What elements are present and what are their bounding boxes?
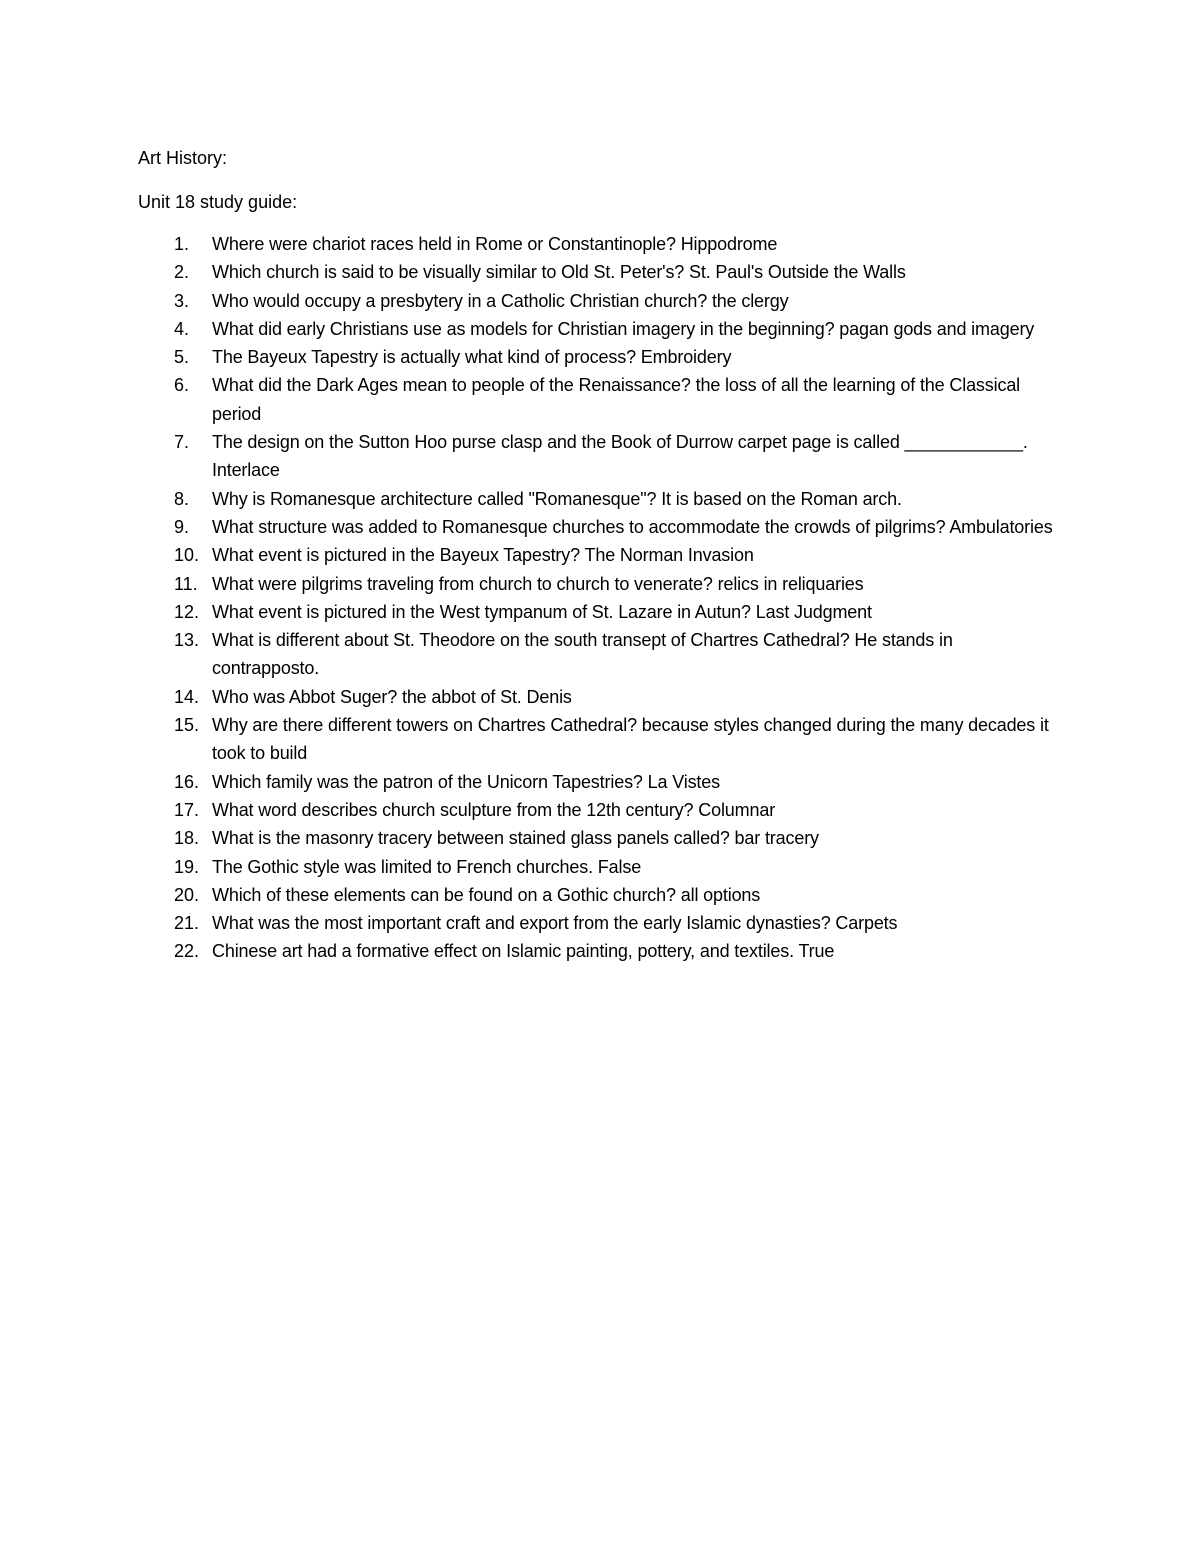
list-item-text: What word describes church sculpture from the 12th century? Columnar [212, 799, 776, 820]
list-item-text: What is different about St. Theodore on the south transept of Chartres Cathedral? He stands in contrapposto. [212, 630, 953, 679]
list-item-number: 20. [174, 884, 200, 905]
list-item-number: 12. [174, 601, 200, 622]
list-item-number: 15. [174, 715, 200, 736]
list-item-text: Who would occupy a presbytery in a Catholic Christian church? the clergy [212, 290, 789, 311]
list-item-text: What was the most important craft and export from the early Islamic dynasties? Carpets [212, 913, 898, 934]
list-item-text: Why is Romanesque architecture called "Romanesque"? It is based on the Roman arch. [212, 488, 902, 509]
list-item-number: 6. [174, 375, 190, 396]
list-item-number: 10. [174, 545, 200, 566]
list-item-text: Why are there different towers on Chartres Cathedral? because styles changed during the many decades it took to build [212, 715, 1049, 764]
list-item-number: 3. [174, 290, 190, 311]
list-item [0, 768, 1200, 796]
list-item [0, 541, 1200, 569]
list-item-number: 17. [174, 799, 200, 820]
list-item [0, 824, 1200, 852]
list-item-number: 2. [174, 262, 190, 283]
list-item-text: Where were chariot races held in Rome or Constantinople? Hippodrome [212, 234, 778, 254]
list-item-number: 4. [174, 318, 190, 339]
list-item [0, 343, 1200, 371]
list-item-text: What event is pictured in the Bayeux Tapestry? The Norman Invasion [212, 545, 754, 566]
list-item-number: 5. [174, 347, 190, 368]
list-item [0, 909, 1200, 937]
list-item-number: 16. [174, 771, 200, 792]
list-item [0, 937, 1200, 965]
list-item-text: What did early Christians use as models for Christian imagery in the beginning? pagan gods and imagery [212, 318, 1035, 339]
list-item [0, 258, 1200, 286]
list-item-text: What event is pictured in the West tympanum of St. Lazare in Autun? Last Judgment [212, 601, 872, 622]
list-item-text: Which church is said to be visually similar to Old St. Peter's? St. Paul's Outside the Walls [212, 262, 906, 283]
list-item [0, 626, 1200, 683]
list-item-text: What is the masonry tracery between stained glass panels called? bar tracery [212, 828, 819, 849]
list-item-text: The Bayeux Tapestry is actually what kind of process? Embroidery [212, 347, 732, 368]
list-item-text: What were pilgrims traveling from church to church to venerate? relics in reliquaries [212, 573, 864, 594]
list-item [0, 315, 1200, 343]
list-item [0, 796, 1200, 824]
list-item-text: The design on the Sutton Hoo purse clasp and the Book of Durrow carpet page is called ____________. Interlace [212, 432, 1028, 481]
list-item [0, 683, 1200, 711]
list-item [0, 513, 1200, 541]
list-item-text: What did the Dark Ages mean to people of the Renaissance? the loss of all the learning of the Classical period [212, 375, 1021, 424]
list-item-number: 7. [174, 432, 190, 453]
list-item-text: Chinese art had a formative effect on Islamic painting, pottery, and textiles. True [212, 941, 835, 962]
list-item-number: 18. [174, 828, 200, 849]
list-item-number: 11. [174, 573, 198, 594]
list-item [0, 428, 1200, 485]
list-item-text: Who was Abbot Suger? the abbot of St. Denis [212, 686, 572, 707]
list-item-text: What structure was added to Romanesque churches to accommodate the crowds of pilgrims? Ambulatories [212, 516, 1053, 537]
list-item-number: 1. [174, 234, 190, 254]
list-item-number: 19. [174, 856, 200, 877]
list-item [0, 711, 1200, 768]
list-item [0, 570, 1200, 598]
list-item [0, 371, 1200, 428]
list-item [0, 853, 1200, 881]
list-item-text: Which of these elements can be found on a Gothic church? all options [212, 884, 761, 905]
list-item-number: 21. [174, 913, 200, 934]
list-item [0, 485, 1200, 513]
list-item-number: 22. [174, 941, 200, 962]
list-item [0, 881, 1200, 909]
list-item-text: Which family was the patron of the Unicorn Tapestries? La Vistes [212, 771, 720, 792]
list-item [0, 598, 1200, 626]
list-item-number: 13. [174, 630, 200, 651]
list-item-number: 14. [174, 686, 200, 707]
list-item-number: 9. [174, 516, 190, 537]
list-item-text: The Gothic style was limited to French churches. False [212, 856, 642, 877]
list-item-number: 8. [174, 488, 190, 509]
document-title: Art History: [138, 148, 228, 168]
document-subtitle: Unit 18 study guide: [138, 192, 298, 212]
list-item [0, 230, 1200, 258]
list-item [0, 287, 1200, 315]
study-guide-list [0, 230, 1200, 966]
